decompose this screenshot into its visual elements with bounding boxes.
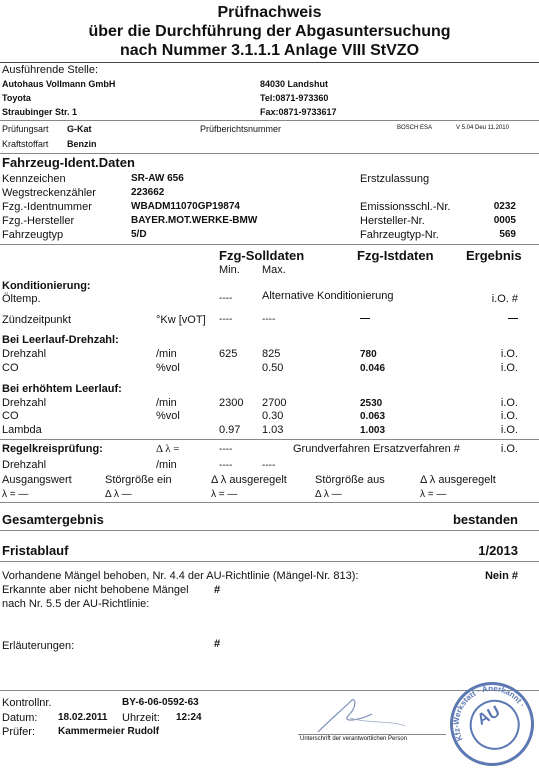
hersteller-nr-value: 0005 [493, 215, 516, 226]
regel-stoer-aus: Störgröße aus [315, 474, 385, 486]
divider [0, 244, 539, 245]
ident-label: Fzg.-Identnummer [2, 201, 92, 213]
signature-caption: Unterschrift der verantwortlichen Person [300, 736, 408, 742]
ll-dz-label: Drehzahl [2, 348, 47, 360]
eh-lambda-result: i.O. [500, 424, 518, 436]
leerlauf-heading: Bei Leerlauf-Drehzahl: [2, 334, 119, 346]
typ-nr-value: 569 [499, 229, 516, 240]
kond-heading: Konditionierung: [2, 280, 91, 292]
erlaeuterungen-value: # [214, 638, 221, 650]
eh-dz-max: 2700 [262, 397, 287, 409]
station-label: Ausführende Stelle: [2, 64, 99, 76]
typ-value: 5/D [131, 229, 147, 240]
regel-dl-eq-2: Δ λ — [315, 489, 342, 500]
emission-value: 0232 [493, 201, 516, 212]
divider [0, 502, 539, 503]
ident-value: WBADM11070GP19874 [131, 201, 240, 212]
oel-result: i.O. # [491, 293, 518, 305]
zzp-min: ---- [219, 314, 233, 325]
regel-lambda-eq-2: λ = — [211, 489, 238, 500]
regel-ausgangswert: Ausgangswert [2, 474, 72, 486]
eh-dz-label: Drehzahl [2, 397, 47, 409]
signature-line [298, 734, 446, 735]
title-line-3: nach Nummer 3.1.1.1 Anlage VIII StVZO [119, 42, 420, 59]
ll-dz-unit: /min [156, 348, 177, 360]
zzp-max: ---- [262, 314, 276, 325]
regel-result: i.O. [500, 443, 518, 455]
kraftstoff-label: Kraftstoffart [2, 139, 49, 149]
regel-dl-label: Δ λ = [156, 443, 180, 455]
wegstrecke-label: Wegstreckenzähler [2, 187, 96, 199]
station-brand: Toyota [2, 93, 31, 103]
title-line-2: über die Durchführung der Abgasuntersuchung [88, 23, 451, 40]
gesamt-value: bestanden [452, 512, 518, 527]
hersteller-value: BAYER.MOT.WERKE-BMW [131, 215, 258, 226]
oel-alt: Alternative Konditionierung [262, 290, 394, 302]
erhoeht-heading: Bei erhöhtem Leerlauf: [2, 383, 122, 395]
kennzeichen-label: Kennzeichen [2, 173, 66, 185]
kontroll-value: BY-6-06-0592-63 [122, 697, 199, 708]
regel-dl-val: ---- [219, 444, 233, 455]
wegstrecke-value: 223662 [131, 187, 165, 198]
eh-dz-unit: /min [156, 397, 177, 409]
kraftstoff-value: Benzin [67, 139, 97, 149]
col-min: Min. [219, 264, 240, 276]
regel-dl-ausgeregelt-2: Δ λ ausgeregelt [420, 474, 496, 486]
ll-co-result: i.O. [500, 362, 518, 374]
eh-dz-result: i.O. [500, 397, 518, 409]
device-label: BOSCH ESA [397, 125, 433, 131]
ll-co-ist: 0.046 [360, 363, 386, 374]
maengel-line-1-value: Nein # [484, 570, 518, 582]
divider [0, 690, 539, 691]
col-ergebnis: Ergebnis [466, 248, 522, 263]
regel-lambda-eq: λ = — [2, 489, 29, 500]
col-ist: Fzg-Istdaten [357, 248, 434, 263]
eh-co-ist: 0.063 [360, 411, 386, 422]
maengel-line-1: Vorhandene Mängel behoben, Nr. 4.4 der AU-Richtlinie (Mängel-Nr. 813): [2, 570, 359, 582]
regel-dl-eq: Δ λ — [105, 489, 132, 500]
station-city: 84030 Landshut [260, 79, 329, 89]
version-label: V 5.04 Deu 11.2010 [456, 125, 509, 131]
hersteller-nr-label: Hersteller-Nr. [360, 215, 425, 227]
frist-label: Fristablauf [2, 543, 69, 558]
regel-dz-min: ---- [219, 460, 233, 471]
eh-co-unit: %vol [156, 410, 180, 422]
station-street: Straubinger Str. 1 [2, 107, 78, 117]
regel-stoer-ein: Störgröße ein [105, 474, 172, 486]
regel-grund: Grundverfahren Ersatzverfahren # [293, 443, 460, 455]
divider [0, 120, 539, 121]
datum-value: 18.02.2011 [58, 712, 108, 723]
col-max: Max. [262, 264, 286, 276]
ll-dz-max: 825 [262, 348, 281, 360]
maengel-line-3: nach Nr. 5.5 der AU-Richtlinie: [2, 598, 150, 610]
gesamt-label: Gesamtergebnis [2, 512, 104, 527]
regel-dz-unit: /min [156, 459, 177, 471]
oel-label: Öltemp. [2, 293, 41, 305]
regelkreis-heading: Regelkreisprüfung: [2, 443, 103, 455]
station-name: Autohaus Vollmann GmbH [2, 79, 116, 89]
eh-co-result: i.O. [500, 410, 518, 422]
regel-dl-ausgeregelt: Δ λ ausgeregelt [211, 474, 287, 486]
divider [0, 561, 539, 562]
emission-label: Emissionsschl.-Nr. [360, 201, 451, 213]
eh-lambda-label: Lambda [2, 424, 42, 436]
hersteller-label: Fzg.-Hersteller [2, 215, 75, 227]
maengel-line-2-value: # [214, 584, 221, 596]
eh-lambda-ist: 1.003 [360, 425, 386, 436]
eh-co-max: 0.30 [262, 410, 284, 422]
svg-text:Kfz-Werkstatt · Anerkannt ·: Kfz-Werkstatt · Anerkannt · [451, 683, 527, 743]
col-soll: Fzg-Solldaten [219, 248, 305, 263]
uhrzeit-value: 12:24 [176, 712, 202, 723]
eh-dz-ist: 2530 [360, 398, 383, 409]
maengel-line-2: Erkannte aber nicht behobene Mängel [2, 584, 189, 596]
title-line-1: Prüfnachweis [217, 4, 322, 21]
regel-dz-max: ---- [262, 460, 276, 471]
divider [0, 62, 539, 63]
ll-dz-ist: 780 [360, 349, 377, 360]
divider [0, 153, 539, 154]
eh-lambda-max: 1.03 [262, 424, 284, 436]
pruefungsart-label: Prüfungsart [2, 124, 49, 134]
uhrzeit-label: Uhrzeit: [122, 712, 160, 724]
ll-co-max: 0.50 [262, 362, 284, 374]
pruefer-value: Kammermeier Rudolf [58, 726, 160, 737]
erstzulassung-label: Erstzulassung [360, 173, 430, 185]
kontroll-label: Kontrollnr. [2, 697, 52, 709]
zzp-result: — [508, 313, 518, 324]
frist-value: 1/2013 [478, 543, 518, 558]
datum-label: Datum: [2, 712, 38, 724]
ll-co-label: CO [2, 362, 19, 374]
pruefer-label: Prüfer: [2, 726, 36, 738]
erlaeuterungen-label: Erläuterungen: [2, 640, 75, 652]
pruefungsart-value: G-Kat [67, 124, 92, 134]
regel-dz-label: Drehzahl [2, 459, 47, 471]
berichtsnummer-label: Prüfberichtsnummer [200, 124, 282, 134]
eh-lambda-min: 0.97 [219, 424, 241, 436]
eh-dz-min: 2300 [219, 397, 244, 409]
station-tel: Tel:0871-973360 [260, 93, 329, 103]
zzp-label: Zündzeitpunkt [2, 314, 72, 326]
kennzeichen-value: SR-AW 656 [131, 173, 184, 184]
eh-co-label: CO [2, 410, 19, 422]
station-fax: Fax:0871-9733617 [260, 107, 337, 117]
divider [0, 530, 539, 531]
ll-dz-min: 625 [219, 348, 238, 360]
ll-dz-result: i.O. [500, 348, 518, 360]
typ-nr-label: Fahrzeugtyp-Nr. [360, 229, 439, 241]
oel-min: ---- [219, 293, 233, 304]
stamp-au-text: AU [474, 703, 504, 729]
ll-co-unit: %vol [156, 362, 180, 374]
zzp-unit: °Kw [vOT] [156, 314, 206, 326]
regel-lambda-eq-3: λ = — [420, 489, 447, 500]
signature-image [300, 690, 410, 738]
zzp-ist: — [360, 313, 370, 324]
vehicle-heading: Fahrzeug-Ident.Daten [2, 155, 135, 170]
divider [0, 439, 539, 440]
typ-label: Fahrzeugtyp [2, 229, 64, 241]
